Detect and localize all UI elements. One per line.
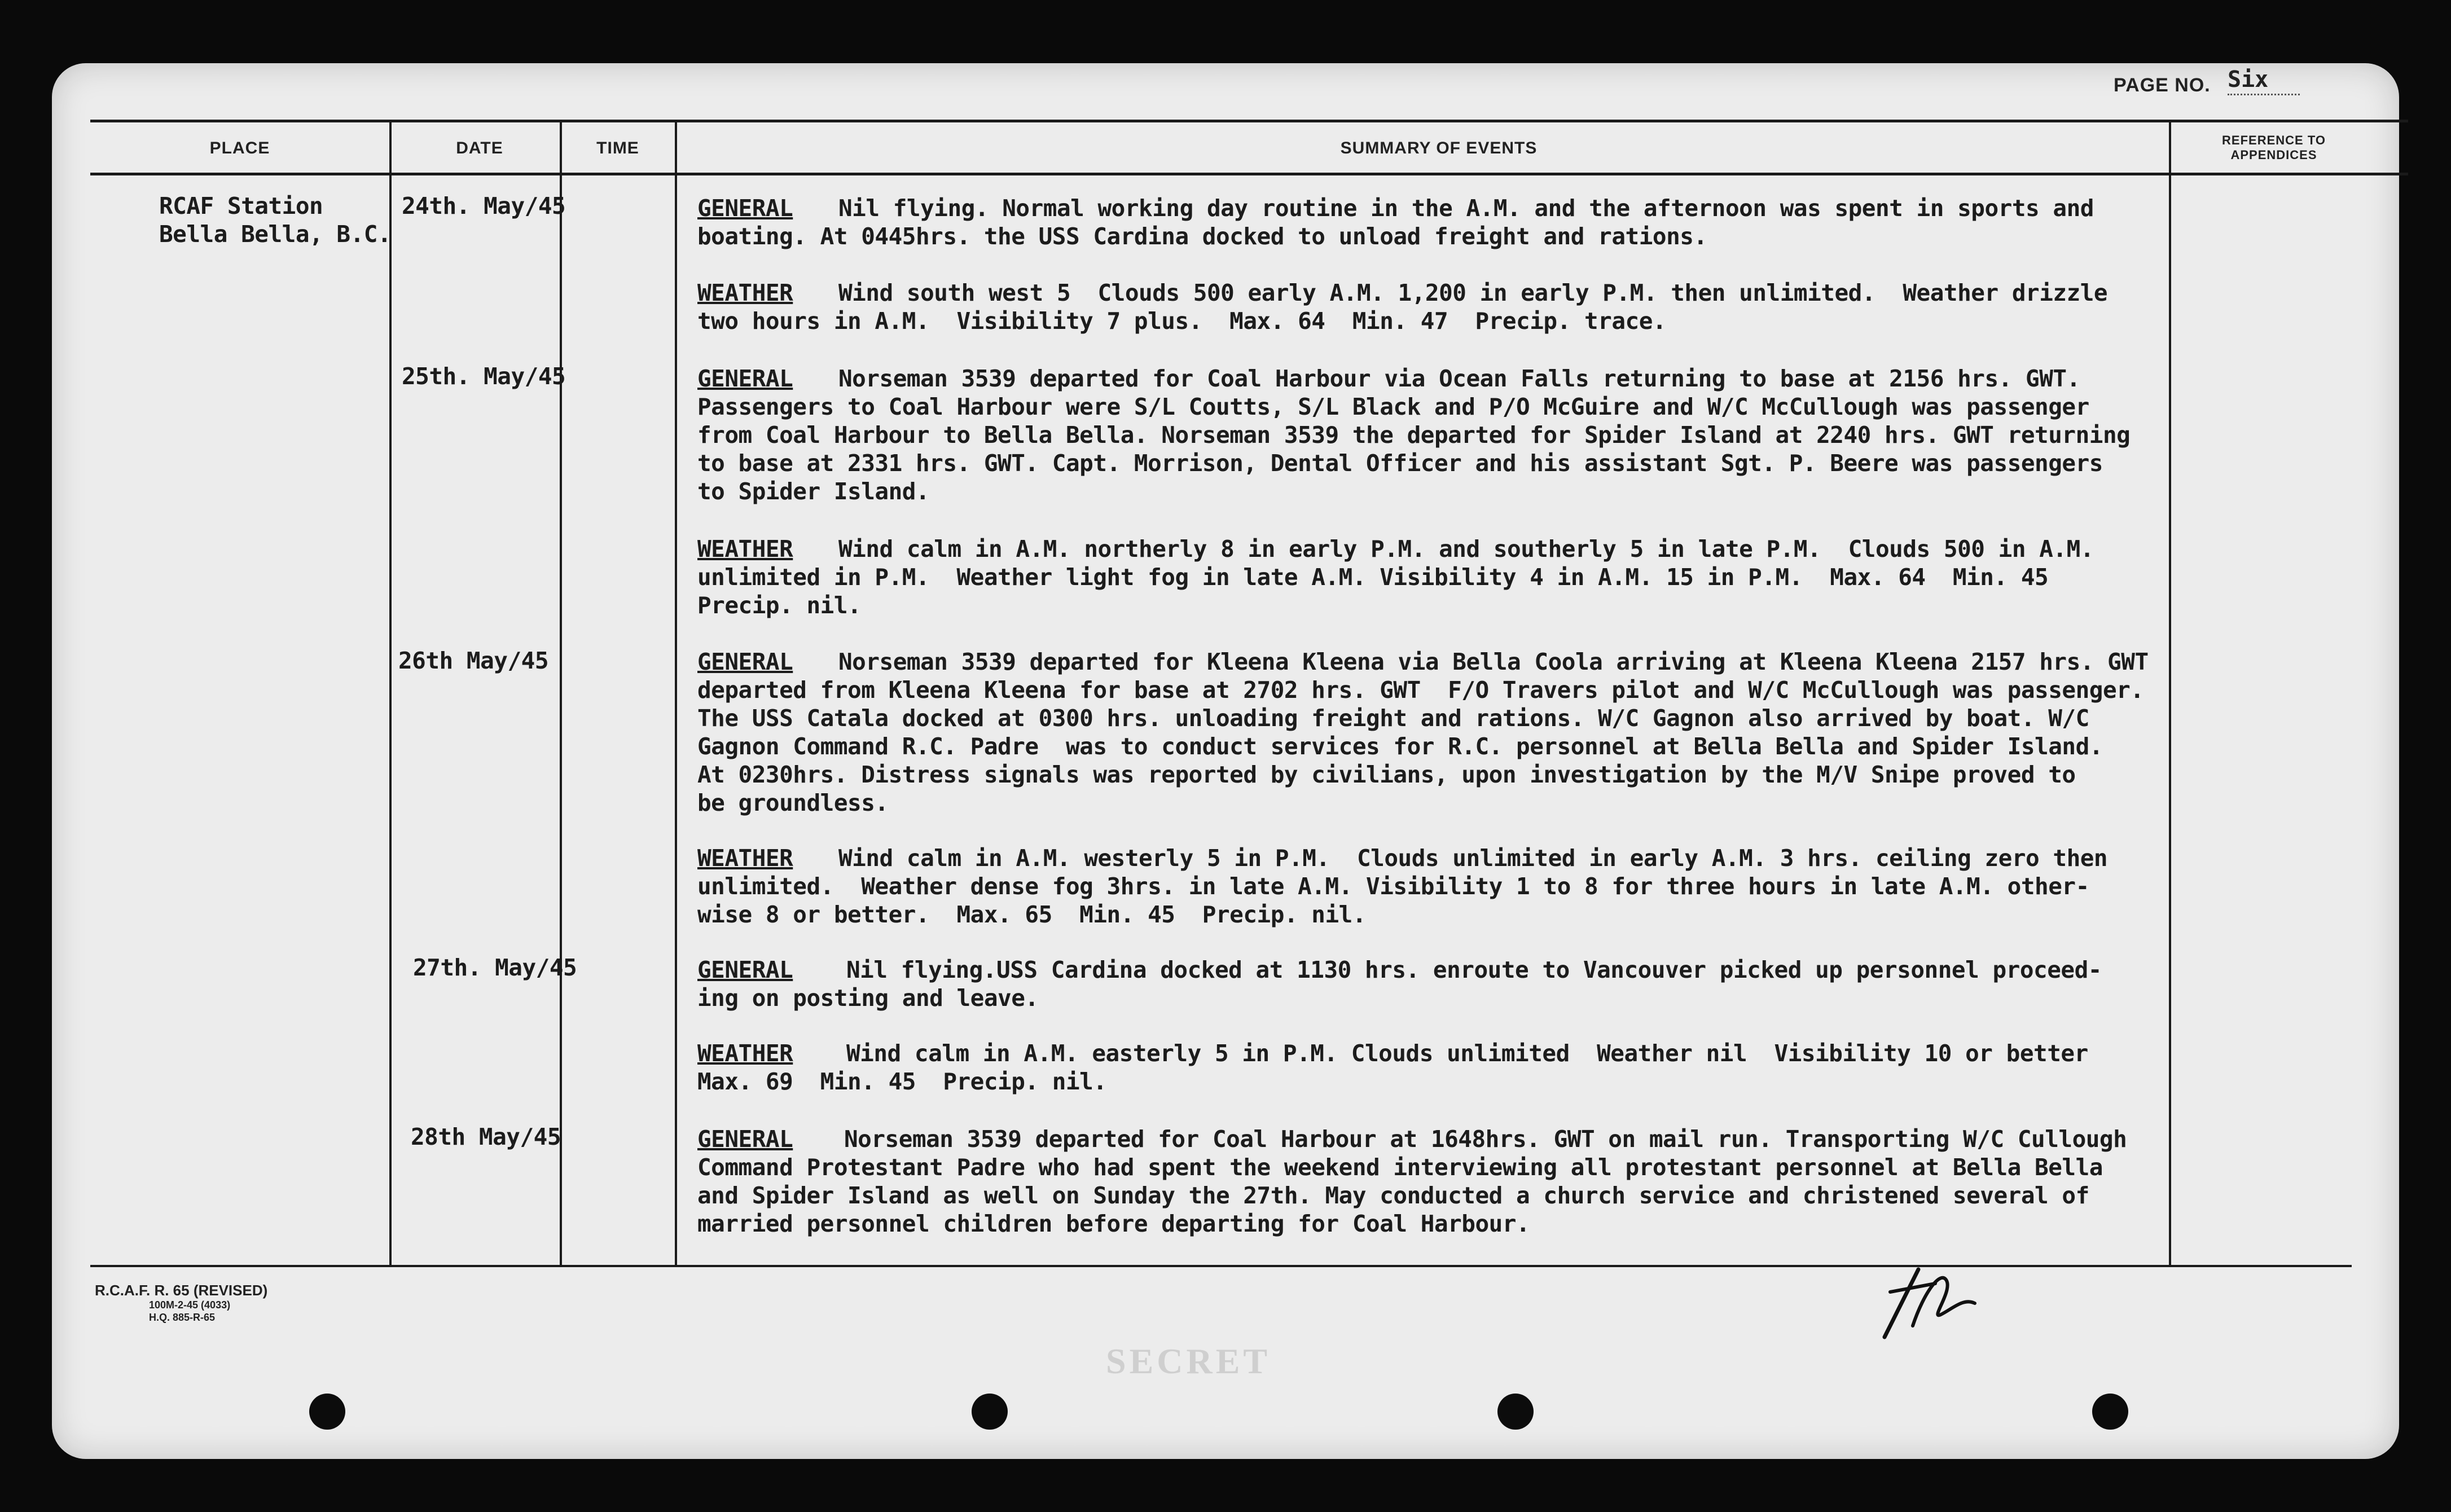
summary-column-rule [675, 120, 677, 1266]
general-tag: GENERAL [697, 1126, 793, 1153]
binder-hole [309, 1394, 345, 1430]
reference-column-rule [2169, 120, 2171, 1266]
entry-text: Passengers to Coal Harbour were S/L Coutts, S/L Black and P/O McGuire and W/C McCullough was passenger [697, 393, 2089, 420]
secret-stamp: SECRET [1106, 1341, 1271, 1381]
entry-text: departed from Kleena Kleena for base at 2702 hrs. GWT F/O Travers pilot and W/C McCullough was passenger. [697, 676, 2144, 704]
entry-text: Precip. nil. [697, 592, 862, 619]
table-bottom-rule [90, 1265, 2352, 1267]
entry-text: Wind calm in A.M. westerly 5 in P.M. Clouds unlimited in early A.M. 3 hrs. ceiling zero then [838, 845, 2108, 872]
entry-text: two hours in A.M. Visibility 7 plus. Max. 64 Min. 47 Precip. trace. [697, 307, 1667, 335]
weather-tag: WEATHER [697, 535, 793, 562]
general-tag: GENERAL [697, 648, 793, 675]
place-line2: Bella Bella, B.C. [159, 221, 392, 248]
entry-text: Gagnon Command R.C. Padre was to conduct services for R.C. personnel at Bella Bella and Spider Island. [697, 733, 2103, 760]
date-28: 28th May/45 [411, 1123, 561, 1150]
binder-hole [2092, 1394, 2128, 1430]
date-column-rule [389, 120, 392, 1266]
binder-hole [972, 1394, 1008, 1430]
page-number-value: Six [2228, 67, 2300, 95]
entry-text: and Spider Island as well on Sunday the 27th. May conducted a church service and christened several of [697, 1182, 2089, 1209]
form-print-run: 100M-2-45 (4033) [149, 1299, 231, 1311]
reference-header-line2: APPENDICES [2230, 148, 2317, 162]
form-hq-number: H.Q. 885-R-65 [149, 1312, 216, 1323]
general-tag: GENERAL [697, 195, 793, 222]
entry-text: Norseman 3539 departed for Kleena Kleena via Bella Coola arriving at Kleena Kleena 2157 hrs. GWT [838, 648, 2149, 675]
entry-text: Command Protestant Padre who had spent the weekend interviewing all protestant personnel at Bella Bella [697, 1154, 2103, 1181]
header-top-rule [90, 120, 2408, 122]
date-24: 24th. May/45 [402, 192, 566, 219]
entry-text: Nil flying. Normal working day routine in the A.M. and the afternoon was spent in sports and [838, 195, 2094, 222]
form-footer [95, 1282, 267, 1324]
reference-column-header [2178, 133, 2370, 162]
weather-tag: WEATHER [697, 279, 793, 306]
summary-column-header: SUMMARY OF EVENTS [1340, 139, 1538, 157]
header-bottom-rule [90, 173, 2408, 175]
entry-text: Wind south west 5 Clouds 500 early A.M. 1,200 in early P.M. then unlimited. Weather drizzle [838, 279, 2108, 306]
handwritten-initials [1873, 1258, 1986, 1348]
entry-text: wise 8 or better. Max. 65 Min. 45 Precip. nil. [697, 901, 1367, 928]
entry-text: to base at 2331 hrs. GWT. Capt. Morrison, Dental Officer and his assistant Sgt. P. Beere was passengers [697, 450, 2103, 477]
general-tag: GENERAL [697, 956, 793, 983]
entry-text: Norseman 3539 departed for Coal Harbour via Ocean Falls returning to base at 2156 hrs. GWT. [838, 365, 2080, 392]
time-column-header: TIME [596, 139, 639, 157]
date-25: 25th. May/45 [402, 363, 566, 390]
binder-hole [1497, 1394, 1534, 1430]
date-27: 27th. May/45 [413, 954, 577, 981]
entry-text: boating. At 0445hrs. the USS Cardina docked to unload freight and rations. [697, 223, 1707, 250]
entry-text: from Coal Harbour to Bella Bella. Norseman 3539 the departed for Spider Island at 2240 hrs. GWT returning [697, 421, 2131, 449]
place-line1: RCAF Station [159, 192, 323, 219]
entry-text: unlimited in P.M. Weather light fog in late A.M. Visibility 4 in A.M. 15 in P.M. Max. 64 Min. 45 [697, 564, 2049, 591]
entry-text: be groundless. [697, 789, 889, 816]
entry-text: Wind calm in A.M. easterly 5 in P.M. Clouds unlimited Weather nil Visibility 10 or better [846, 1040, 2088, 1067]
entry-text: At 0230hrs. Distress signals was reported by civilians, upon investigation by the M/V Snipe proved to [697, 761, 2076, 788]
entry-text: Nil flying.USS Cardina docked at 1130 hrs. enroute to Vancouver picked up personnel proceed- [846, 956, 2102, 983]
date-26: 26th May/45 [398, 647, 549, 674]
reference-header-line1: REFERENCE TO [2222, 133, 2326, 147]
entry-text: Norseman 3539 departed for Coal Harbour at 1648hrs. GWT on mail run. Transporting W/C Cullough [844, 1126, 2127, 1153]
entry-text: ing on posting and leave. [697, 984, 1039, 1012]
entry-text: The USS Catala docked at 0300 hrs. unloading freight and rations. W/C Gagnon also arrived by boat. W/C [697, 705, 2089, 732]
entry-text: unlimited. Weather dense fog 3hrs. in late A.M. Visibility 1 to 8 for three hours in late A.M. other- [697, 873, 2089, 900]
general-tag: GENERAL [697, 365, 793, 392]
page-number-label: PAGE NO. [2114, 74, 2211, 96]
time-column-rule [560, 120, 562, 1266]
place-column-header: PLACE [209, 139, 270, 157]
entry-text: Max. 69 Min. 45 Precip. nil. [697, 1068, 1107, 1095]
entry-text: to Spider Island. [697, 478, 930, 505]
form-number: R.C.A.F. R. 65 (REVISED) [95, 1282, 268, 1299]
weather-tag: WEATHER [697, 845, 793, 872]
weather-tag: WEATHER [697, 1040, 793, 1067]
entry-text: Wind calm in A.M. northerly 8 in early P.M. and southerly 5 in late P.M. Clouds 500 in A.M. [838, 535, 2094, 562]
date-column-header: DATE [456, 139, 503, 157]
entry-text: married personnel children before departing for Coal Harbour. [697, 1210, 1530, 1237]
